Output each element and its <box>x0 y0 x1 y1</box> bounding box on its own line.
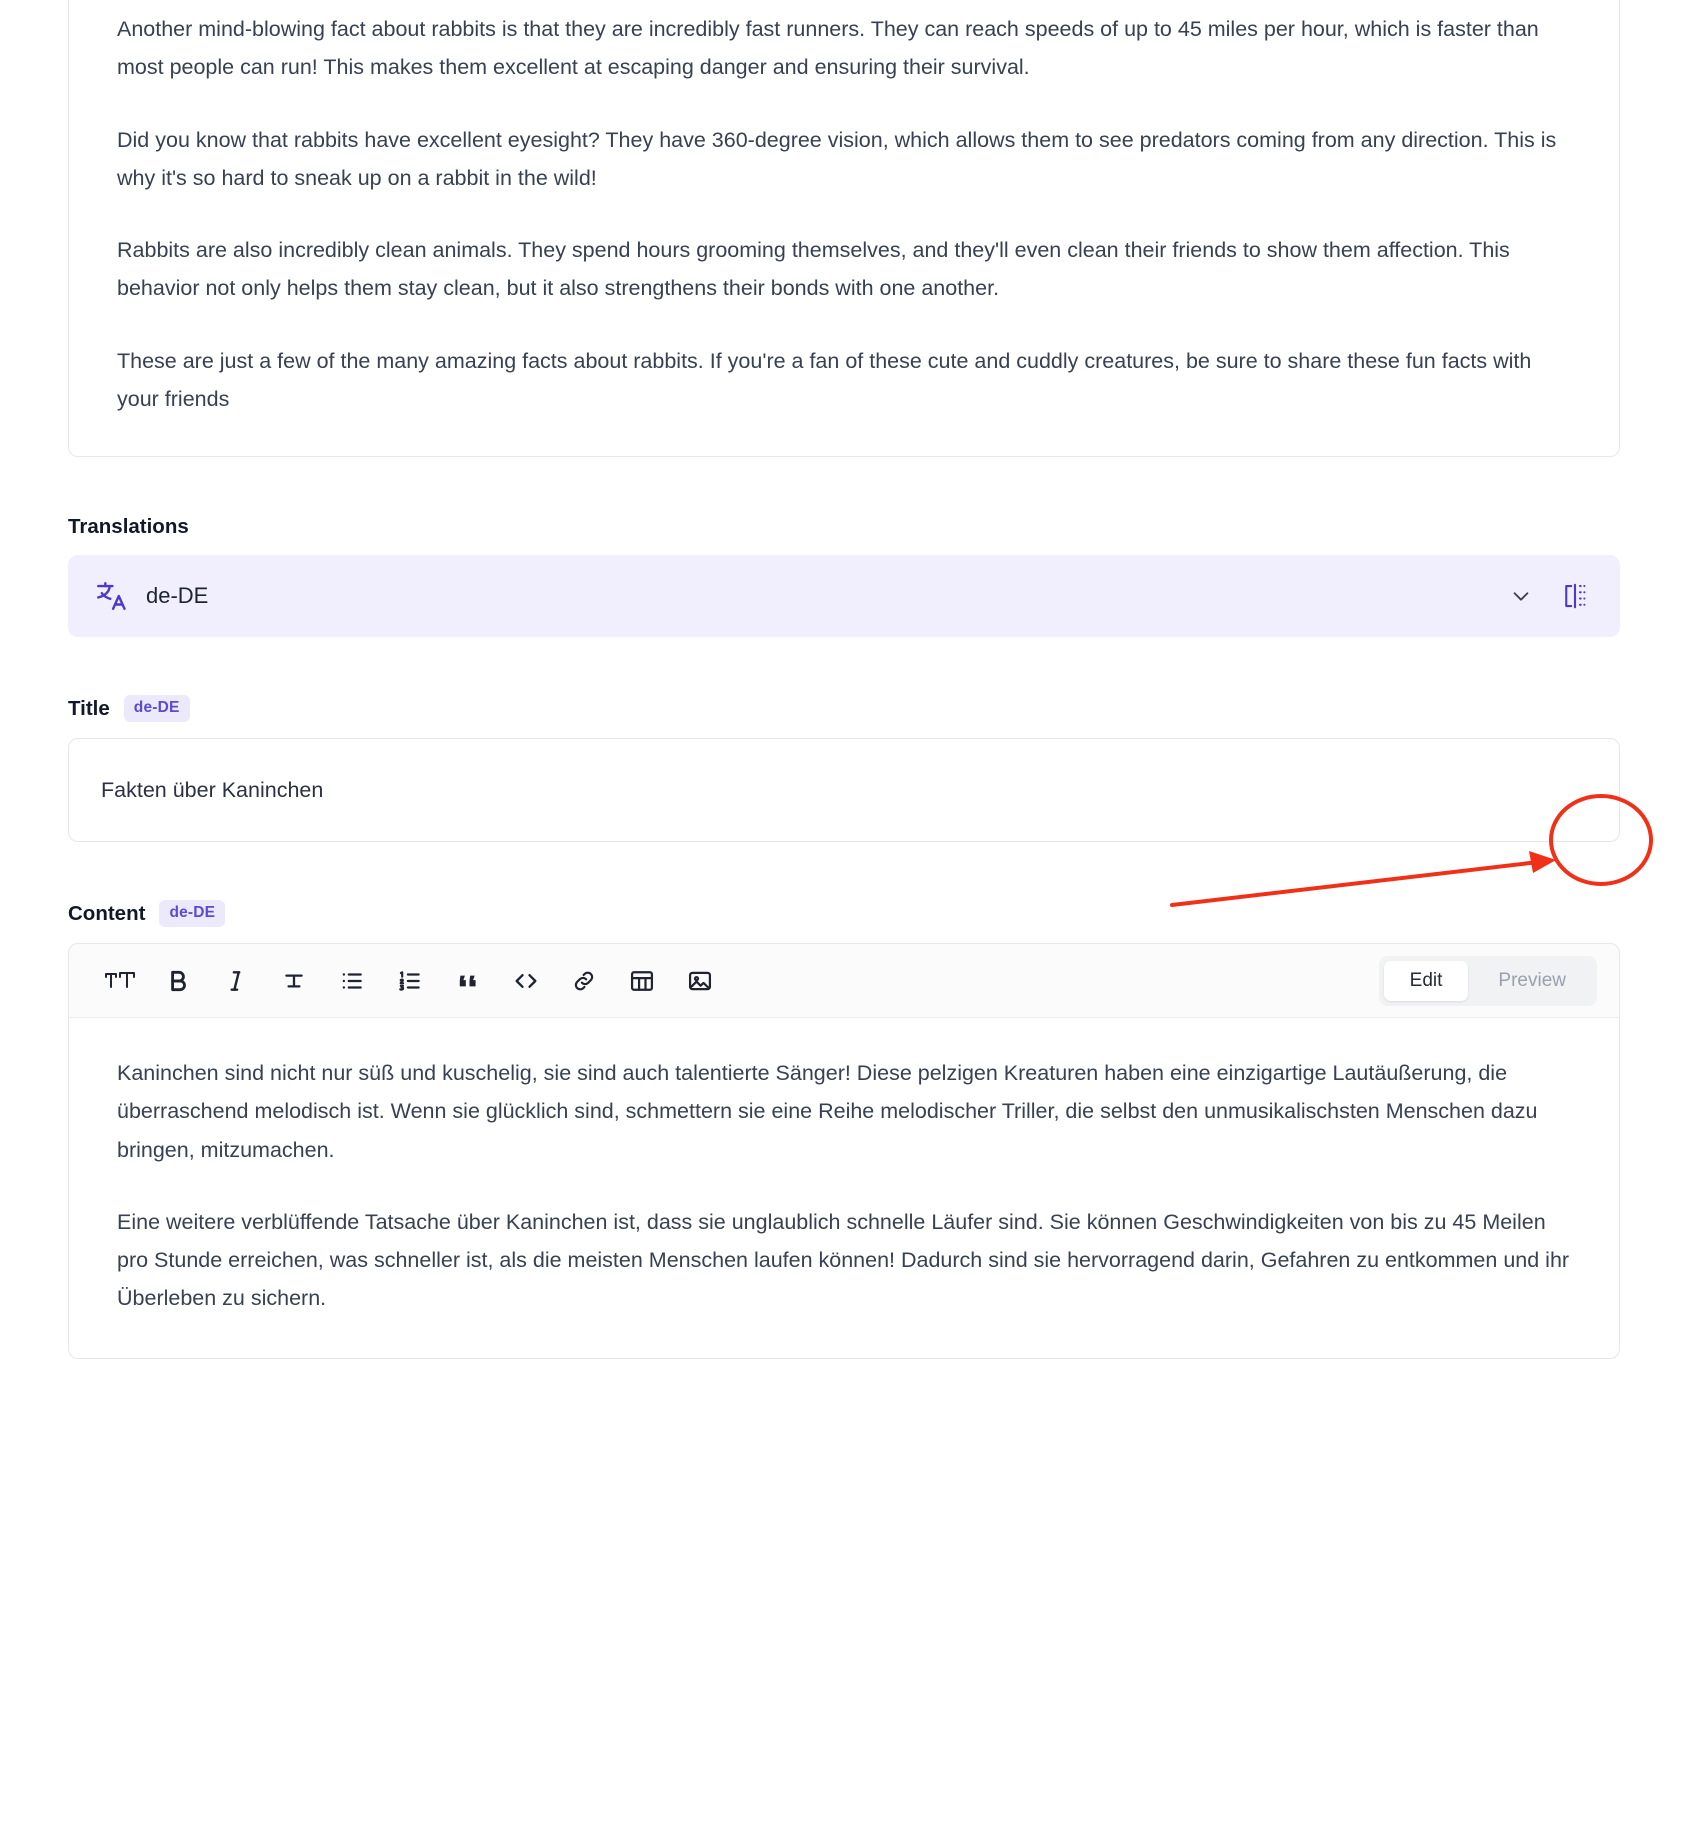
content-label <box>68 900 1620 927</box>
translations-controls <box>1510 579 1592 613</box>
editor-mode-switch <box>1379 956 1597 1006</box>
bulleted-list-icon[interactable] <box>327 956 377 1006</box>
bold-icon[interactable] <box>153 956 203 1006</box>
text-size-icon[interactable] <box>95 956 145 1006</box>
translations-selector[interactable] <box>68 555 1620 637</box>
editor-toolbar <box>69 944 1619 1018</box>
strikethrough-icon[interactable] <box>269 956 319 1006</box>
source-content-card <box>68 0 1620 457</box>
title-label <box>68 695 1620 722</box>
content-editor <box>68 943 1620 1359</box>
editor-mode-edit[interactable]: Edit <box>1384 961 1469 1001</box>
source-paragraph: Rabbits are also incredibly clean animals. They spend hours grooming themselves, and they'll even clean their friends to show them affection. This behavior not only helps them stay clean, but it also strengthens their bonds with one another. <box>117 238 1510 301</box>
image-icon[interactable] <box>675 956 725 1006</box>
title-locale-badge: de-DE <box>124 695 190 722</box>
table-icon[interactable] <box>617 956 667 1006</box>
blockquote-icon[interactable] <box>443 956 493 1006</box>
chevron-down-icon[interactable] <box>1510 585 1532 607</box>
translations-label-text: Translations <box>68 515 189 539</box>
source-paragraph: These are just a few of the many amazing facts about rabbits. If you're a fan of these cute and cuddly creatures, be sure to share these fun facts with your friends <box>117 348 1532 411</box>
compare-view-icon[interactable] <box>1558 579 1592 613</box>
content-paragraph: Kaninchen sind nicht nur süß und kuschelig, sie sind auch talentierte Sänger! Diese pelzigen Kreaturen haben eine einzigartige Lautäußerung, die überraschend melodisch ist. Wenn sie glücklich sind, schmettern sie eine Reihe melodischer Triller, die selbst den unmusikalischsten Menschen dazu bringen, mitzumachen. <box>117 1061 1538 1162</box>
link-icon[interactable] <box>559 956 609 1006</box>
content-label-text: Content <box>68 901 146 925</box>
source-paragraph: Did you know that rabbits have excellent eyesight? They have 360-degree vision, which allows them to see predators coming from any direction. This is why it's so hard to sneak up on a rabbit in the wild! <box>117 127 1557 190</box>
source-paragraph: Another mind-blowing fact about rabbits is that they are incredibly fast runners. They can reach speeds of up to 45 miles per hour, which is faster than most people can run! This makes them excellent at escaping danger and ensuring their survival. <box>117 17 1539 80</box>
code-icon[interactable] <box>501 956 551 1006</box>
translations-label <box>68 515 1620 539</box>
content-locale-badge: de-DE <box>159 900 225 927</box>
content-editor-body[interactable] <box>69 1018 1619 1358</box>
editor-mode-preview[interactable]: Preview <box>1498 969 1566 991</box>
title-input[interactable] <box>68 738 1620 842</box>
title-label-text: Title <box>68 696 110 720</box>
translations-selected-locale: de-DE <box>146 583 209 609</box>
italic-icon[interactable] <box>211 956 261 1006</box>
numbered-list-icon[interactable] <box>385 956 435 1006</box>
translate-icon <box>94 579 128 613</box>
content-paragraph: Eine weitere verblüffende Tatsache über Kaninchen ist, dass sie unglaublich schnelle Läufer sind. Sie können Geschwindigkeiten von bis zu 45 Meilen pro Stunde erreichen, was schneller ist, als die meisten Menschen laufen können! Dadurch sind sie hervorragend darin, Gefahren zu entkommen und ihr Überleben zu sichern. <box>117 1209 1570 1311</box>
title-input-value: Fakten über Kaninchen <box>101 777 324 802</box>
